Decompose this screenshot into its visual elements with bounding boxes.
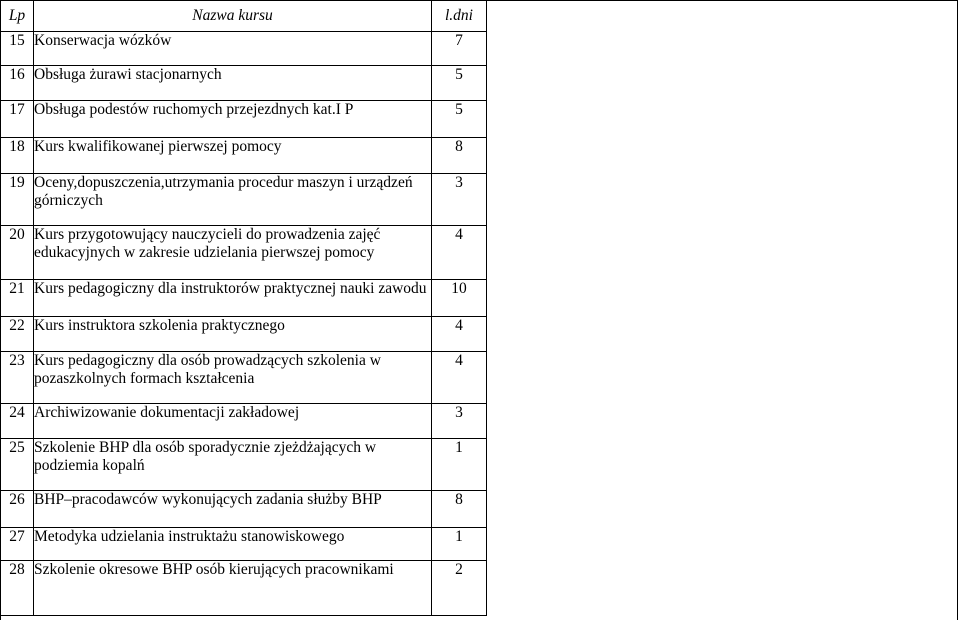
table-row	[1, 101, 487, 138]
row-days: 8	[432, 138, 487, 174]
row-days: 3	[432, 174, 487, 226]
row-days: 4	[432, 317, 487, 352]
table-row	[1, 404, 487, 439]
row-days: 10	[432, 280, 487, 317]
row-name: Oceny,dopuszczenia,utrzymania procedur maszyn i urządzeń górniczych	[34, 174, 432, 226]
table-row	[1, 528, 487, 561]
row-name: Obsługa żurawi stacjonarnych	[34, 66, 432, 101]
table-row	[1, 138, 487, 174]
row-name: Szkolenie BHP dla osób sporadycznie zjeżdżających w podziemia kopalń	[34, 439, 432, 491]
row-lp: 17	[1, 101, 34, 138]
row-name: Konserwacja wózków	[34, 32, 432, 66]
row-days: 3	[432, 404, 487, 439]
row-lp: 18	[1, 138, 34, 174]
row-days: 7	[432, 32, 487, 66]
row-days: 1	[432, 528, 487, 561]
row-lp: 23	[1, 352, 34, 404]
row-lp: 16	[1, 66, 34, 101]
table-row	[1, 226, 487, 280]
row-lp: 26	[1, 491, 34, 528]
row-days: 4	[432, 226, 487, 280]
row-lp: 28	[1, 561, 34, 616]
table-header-row	[1, 1, 487, 32]
row-name: Kurs pedagogiczny dla osób prowadzących szkolenia w pozaszkolnych formach kształcenia	[34, 352, 432, 404]
row-name: BHP–pracodawców wykonujących zadania służby BHP	[34, 491, 432, 528]
row-name: Szkolenie okresowe BHP osób kierujących pracownikami	[34, 561, 432, 616]
row-days: 4	[432, 352, 487, 404]
header-days: l.dni	[432, 1, 487, 32]
header-lp: Lp	[1, 1, 34, 32]
row-name: Archiwizowanie dokumentacji zakładowej	[34, 404, 432, 439]
row-name: Metodyka udzielania instruktażu stanowiskowego	[34, 528, 432, 561]
row-lp: 15	[1, 32, 34, 66]
row-lp: 24	[1, 404, 34, 439]
table-row	[1, 317, 487, 352]
row-lp: 25	[1, 439, 34, 491]
row-days: 2	[432, 561, 487, 616]
table-row	[1, 561, 487, 616]
row-lp: 21	[1, 280, 34, 317]
table-row	[1, 66, 487, 101]
row-days: 8	[432, 491, 487, 528]
row-lp: 19	[1, 174, 34, 226]
row-days: 5	[432, 66, 487, 101]
row-name: Kurs pedagogiczny dla instruktorów praktycznej nauki zawodu	[34, 280, 432, 317]
row-name: Kurs instruktora szkolenia praktycznego	[34, 317, 432, 352]
table-row	[1, 32, 487, 66]
row-lp: 27	[1, 528, 34, 561]
table-row	[1, 439, 487, 491]
table-row	[1, 491, 487, 528]
table-row	[1, 280, 487, 317]
table-row	[1, 352, 487, 404]
row-lp: 20	[1, 226, 34, 280]
row-name: Obsługa podestów ruchomych przejezdnych kat.I P	[34, 101, 432, 138]
row-days: 5	[432, 101, 487, 138]
header-name: Nazwa kursu	[34, 1, 432, 32]
row-lp: 22	[1, 317, 34, 352]
row-name: Kurs kwalifikowanej pierwszej pomocy	[34, 138, 432, 174]
row-days: 1	[432, 439, 487, 491]
row-name: Kurs przygotowujący nauczycieli do prowadzenia zajęć edukacyjnych w zakresie udzielania pierwszej pomocy	[34, 226, 432, 280]
table-row	[1, 174, 487, 226]
